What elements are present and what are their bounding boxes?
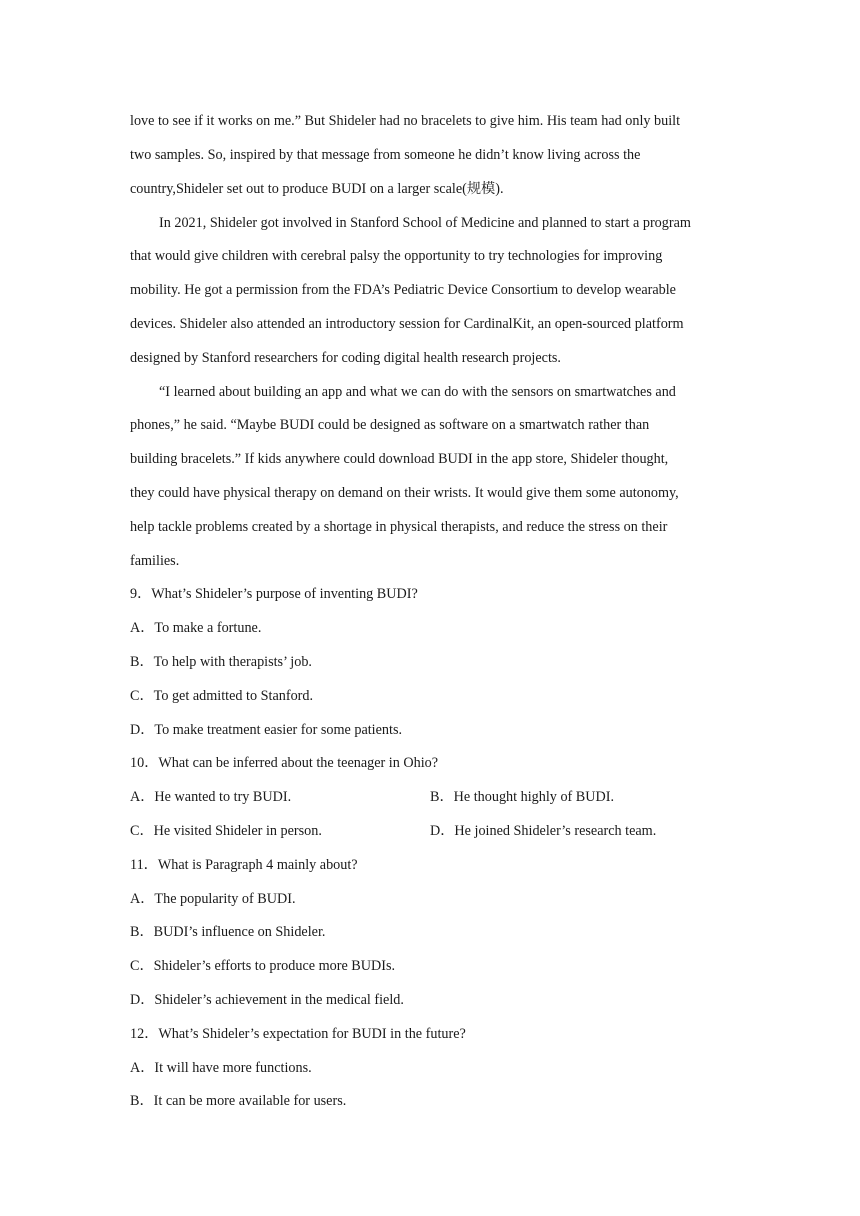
passage-line: they could have physical therapy on demand on their wrists. It would give them some autonomy, [130, 485, 679, 501]
passage-line: “I learned about building an app and what we can do with the sensors on smartwatches and [159, 384, 676, 400]
answer-option: D．He joined Shideler’s research team. [430, 823, 657, 839]
answer-option: A．He wanted to try BUDI. [130, 789, 292, 805]
answer-option: D．To make treatment easier for some patients. [130, 722, 403, 738]
answer-option: B．To help with therapists’ job. [130, 654, 312, 670]
answer-option: A．To make a fortune. [130, 620, 262, 636]
answer-option: A．The popularity of BUDI. [130, 891, 296, 907]
passage-line: phones,” he said. “Maybe BUDI could be designed as software on a smartwatch rather than [130, 417, 650, 433]
answer-option: B．He thought highly of BUDI. [430, 789, 615, 805]
passage-line: devices. Shideler also attended an introductory session for CardinalKit, an open-sourced platform [130, 316, 684, 332]
answer-option: B．BUDI’s influence on Shideler. [130, 924, 326, 940]
answer-option: C．He visited Shideler in person. [130, 823, 322, 839]
answer-option: C．Shideler’s efforts to produce more BUDIs. [130, 958, 396, 974]
answer-option: A．It will have more functions. [130, 1060, 312, 1076]
answer-option: D．Shideler’s achievement in the medical field. [130, 992, 404, 1008]
question-stem: 11．What is Paragraph 4 mainly about? [130, 857, 358, 873]
passage-line: two samples. So, inspired by that message from someone he didn’t know living across the [130, 147, 641, 163]
question-stem: 12．What’s Shideler’s expectation for BUDI in the future? [130, 1026, 466, 1042]
passage-line: mobility. He got a permission from the FDA’s Pediatric Device Consortium to develop wearable [130, 282, 676, 298]
passage-line: country,Shideler set out to produce BUDI on a larger scale(规模). [130, 181, 504, 197]
question-stem: 10．What can be inferred about the teenager in Ohio? [130, 755, 439, 771]
question-stem: 9．What’s Shideler’s purpose of inventing BUDI? [130, 586, 418, 602]
passage-line: love to see if it works on me.” But Shideler had no bracelets to give him. His team had only built [130, 113, 681, 129]
answer-option: C．To get admitted to Stanford. [130, 688, 314, 704]
answer-option: B．It can be more available for users. [130, 1093, 347, 1109]
passage-line: building bracelets.” If kids anywhere could download BUDI in the app store, Shideler thought, [130, 451, 669, 467]
passage-line: In 2021, Shideler got involved in Stanford School of Medicine and planned to start a program [159, 215, 691, 231]
passage-line: families. [130, 553, 180, 569]
passage-line: help tackle problems created by a shortage in physical therapists, and reduce the stress on their [130, 519, 668, 535]
passage-line: designed by Stanford researchers for coding digital health research projects. [130, 350, 561, 366]
passage-line: that would give children with cerebral palsy the opportunity to try technologies for improving [130, 248, 663, 264]
